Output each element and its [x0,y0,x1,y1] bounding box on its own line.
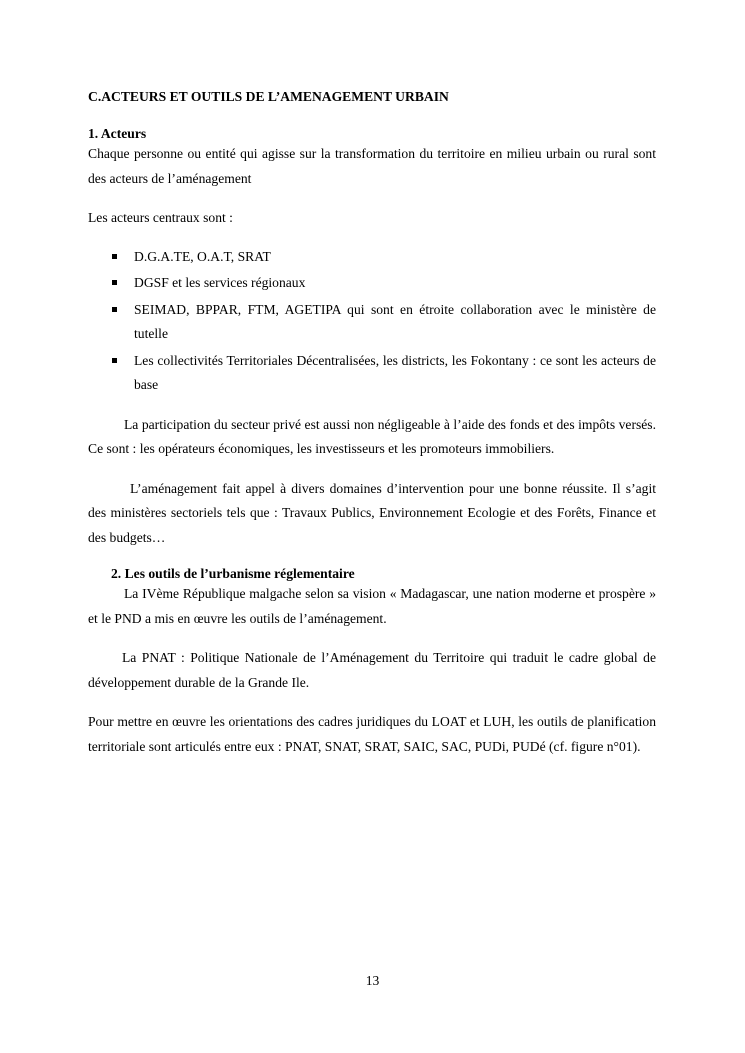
square-bullet-icon [112,280,117,285]
square-bullet-icon [112,307,117,312]
square-bullet-icon [112,358,117,363]
list-item-text: D.G.A.TE, O.A.T, SRAT [134,248,271,264]
secteur-prive-paragraph: La participation du secteur privé est aussi non négligeable à l’aide des fonds et des impôts versés. Ce sont : les opérateurs économiques, les investisseurs et les promoteurs immobiliers. [88,416,656,456]
list-item-text: Les collectivités Territoriales Décentralisées, les districts, les Fokontany : ce sont les acteurs de base [134,352,656,392]
list-item [88,245,656,270]
page-content [88,88,656,759]
acteurs-intro: Les acteurs centraux sont : [88,210,233,225]
page-number: 13 [365,973,380,988]
list-item [88,271,656,296]
outils-heading: 2. Les outils de l’urbanisme réglementaire [111,566,355,581]
pnat-paragraph: La PNAT : Politique Nationale de l’Aménagement du Territoire qui traduit le cadre global de développement durable de la Grande Ile. [88,650,656,690]
list-item-text: DGSF et les services régionaux [134,275,306,290]
planification-paragraph: Pour mettre en œuvre les orientations des cadres juridiques du LOAT et LUH, les outils de planification territoriale sont articulés entre eux : PNAT, SNAT, SRAT, SAIC, SAC, PUDi, PUDé (cf. figure n°01). [88,714,656,754]
list-item [88,298,656,347]
domaines-paragraph: L’aménagement fait appel à divers domaines d’intervention pour une bonne réussite. Il s’agit des ministères sectoriels tels que : Travaux Publics, Environnement Ecologie et des Forêts, Finance et des budgets… [88,480,656,545]
acteurs-heading: 1. Acteurs [88,126,147,141]
square-bullet-icon [112,254,117,259]
list-item [88,349,656,398]
acteurs-definition: Chaque personne ou entité qui agisse sur la transformation du territoire en milieu urbain ou rural sont des acteurs de l’aménagement [88,146,656,186]
list-item-text: SEIMAD, BPPAR, FTM, AGETIPA qui sont en étroite collaboration avec le ministère de tutelle [134,301,656,341]
republique-paragraph: La IVème République malgache selon sa vision « Madagascar, une nation moderne et prospère » et le PND a mis en œuvre les outils de l’aménagement. [88,586,656,626]
acteurs-list [88,245,656,398]
section-title: C.ACTEURS ET OUTILS DE L’AMENAGEMENT URBAIN [88,89,449,104]
